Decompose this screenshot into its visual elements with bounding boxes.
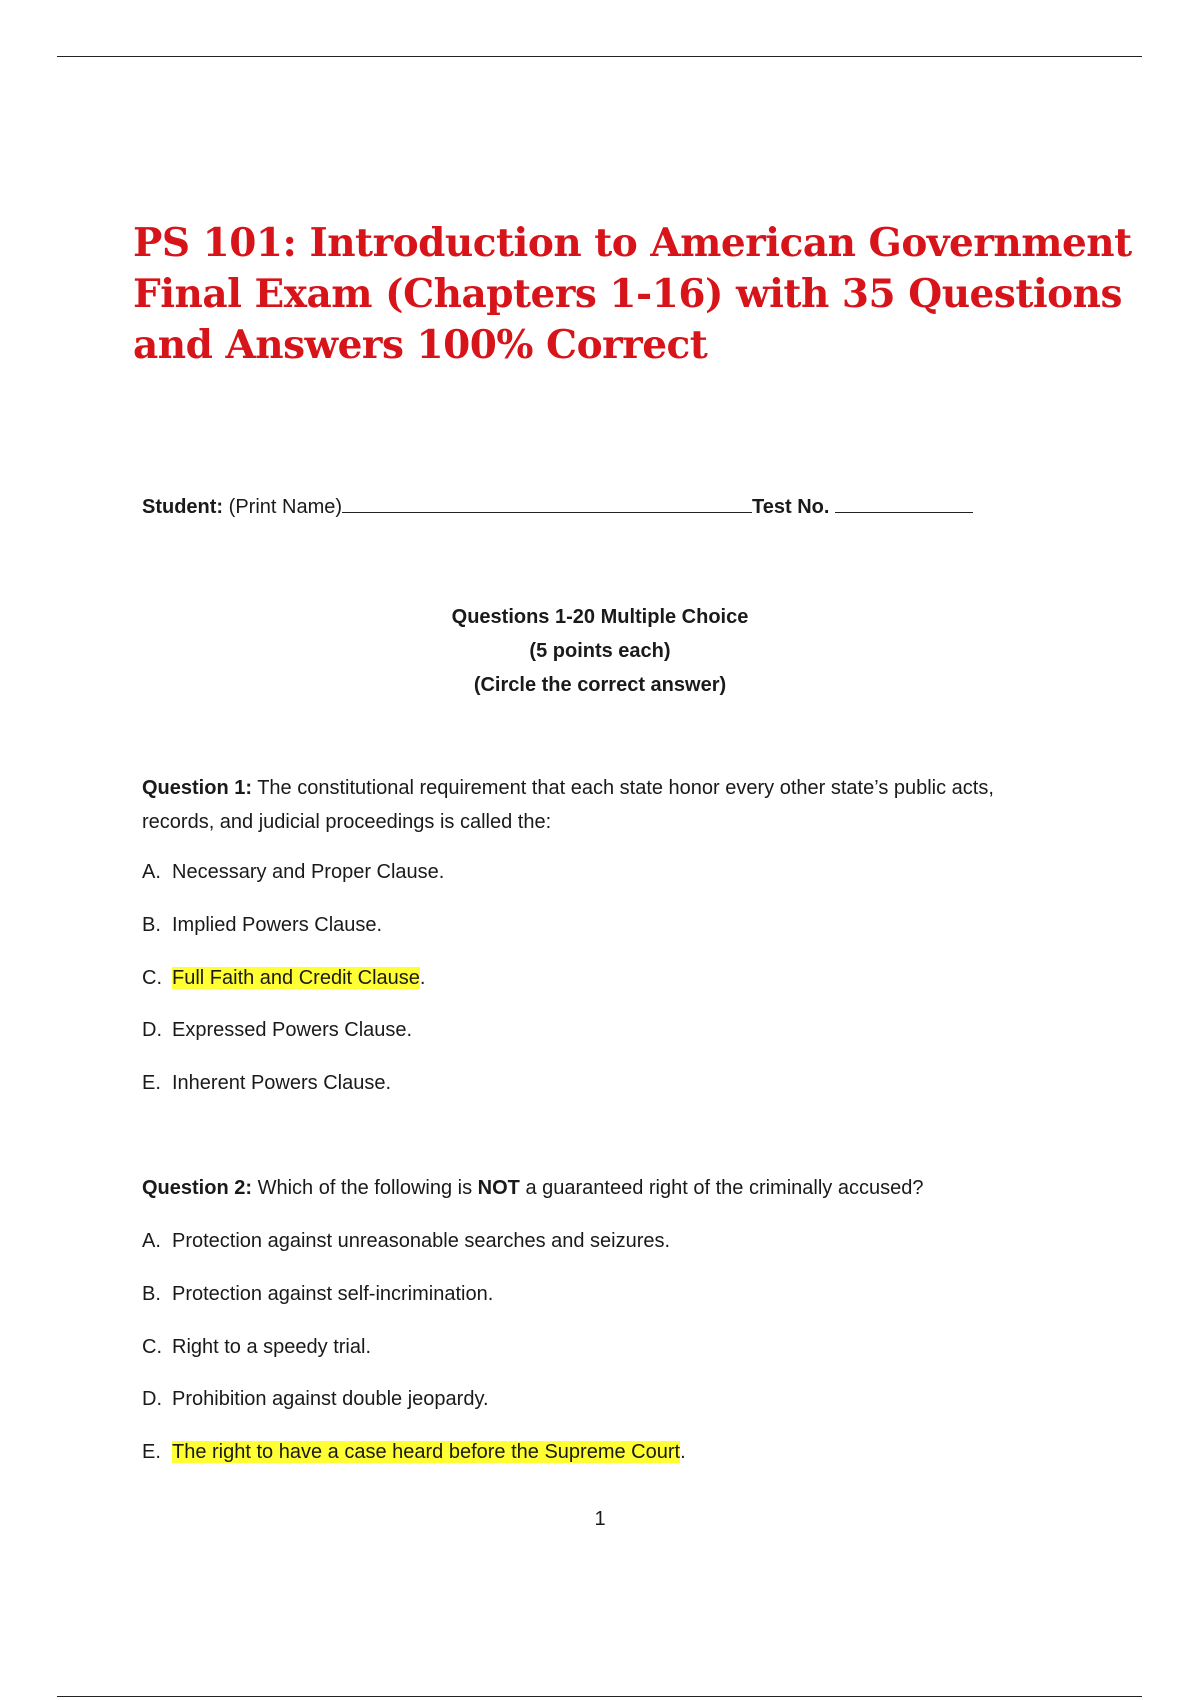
option-letter: C. — [142, 1336, 162, 1358]
option-letter: D. — [142, 1019, 162, 1041]
option-letter: E. — [142, 1072, 161, 1094]
question-1-option-a — [142, 858, 444, 886]
option-text: Prohibition against double jeopardy. — [172, 1388, 489, 1410]
student-name-blank — [342, 494, 752, 513]
question-2-option-b — [142, 1280, 493, 1308]
student-line — [142, 494, 973, 519]
question-2-stem — [142, 1171, 1022, 1205]
option-letter: A. — [142, 861, 161, 883]
question-1-label: Question 1: — [142, 777, 253, 799]
option-tail: . — [680, 1441, 686, 1463]
instructions-line-1: Questions 1-20 Multiple Choice — [451, 606, 749, 628]
question-1-text: The constitutional requirement that each state honor every other state’s public acts, records, and judicial proceedings is called the: — [142, 777, 994, 833]
title-line-2: Final Exam (Chapters 1-16) with 35 Questions — [133, 271, 1122, 317]
instructions-line-2: (5 points each) — [529, 640, 671, 662]
option-text: Protection against unreasonable searches and seizures. — [172, 1230, 671, 1252]
question-2-text-after: a guaranteed right of the criminally accused? — [519, 1177, 924, 1199]
option-letter: C. — [142, 967, 162, 989]
option-letter: B. — [142, 1283, 161, 1305]
question-1-option-c — [142, 964, 425, 992]
footer-rule — [57, 1696, 1142, 1697]
test-no-label: Test No. — [752, 496, 830, 518]
option-text: Expressed Powers Clause. — [172, 1019, 413, 1041]
question-2-option-e — [142, 1438, 686, 1466]
question-2-option-d — [142, 1385, 489, 1413]
test-no-blank — [835, 494, 973, 513]
question-2-option-a — [142, 1227, 670, 1255]
question-2-label: Question 2: — [142, 1177, 253, 1199]
instructions-line-3: (Circle the correct answer) — [473, 674, 727, 696]
question-1-option-e — [142, 1069, 391, 1097]
page-number: 1 — [594, 1508, 606, 1530]
header-rule — [57, 56, 1142, 57]
option-text: Protection against self-incrimination. — [172, 1283, 494, 1305]
option-letter: E. — [142, 1441, 161, 1463]
option-text: Inherent Powers Clause. — [172, 1072, 392, 1094]
instructions-block — [0, 600, 1200, 702]
option-letter: D. — [142, 1388, 162, 1410]
question-1-option-d — [142, 1016, 412, 1044]
student-label: Student: — [142, 496, 224, 518]
option-letter: A. — [142, 1230, 161, 1252]
option-text: Right to a speedy trial. — [172, 1336, 371, 1358]
print-name-label: (Print Name) — [228, 496, 343, 518]
title-line-3: and Answers 100% Correct — [133, 322, 708, 368]
option-text: Implied Powers Clause. — [172, 914, 383, 936]
question-1-stem — [142, 771, 1022, 839]
option-tail: . — [419, 967, 426, 989]
question-2-emphasis: NOT — [477, 1177, 520, 1199]
question-2-text-before: Which of the following is — [252, 1177, 478, 1199]
correct-answer-highlight: Full Faith and Credit Clause — [172, 967, 420, 989]
correct-answer-highlight: The right to have a case heard before the Supreme Court — [172, 1441, 681, 1463]
title-line-1: PS 101: Introduction to American Government — [133, 220, 1132, 266]
question-2-option-c — [142, 1333, 371, 1361]
document-title — [133, 218, 1132, 371]
option-text: Necessary and Proper Clause. — [172, 861, 445, 883]
question-1-option-b — [142, 911, 382, 939]
option-letter: B. — [142, 914, 161, 936]
